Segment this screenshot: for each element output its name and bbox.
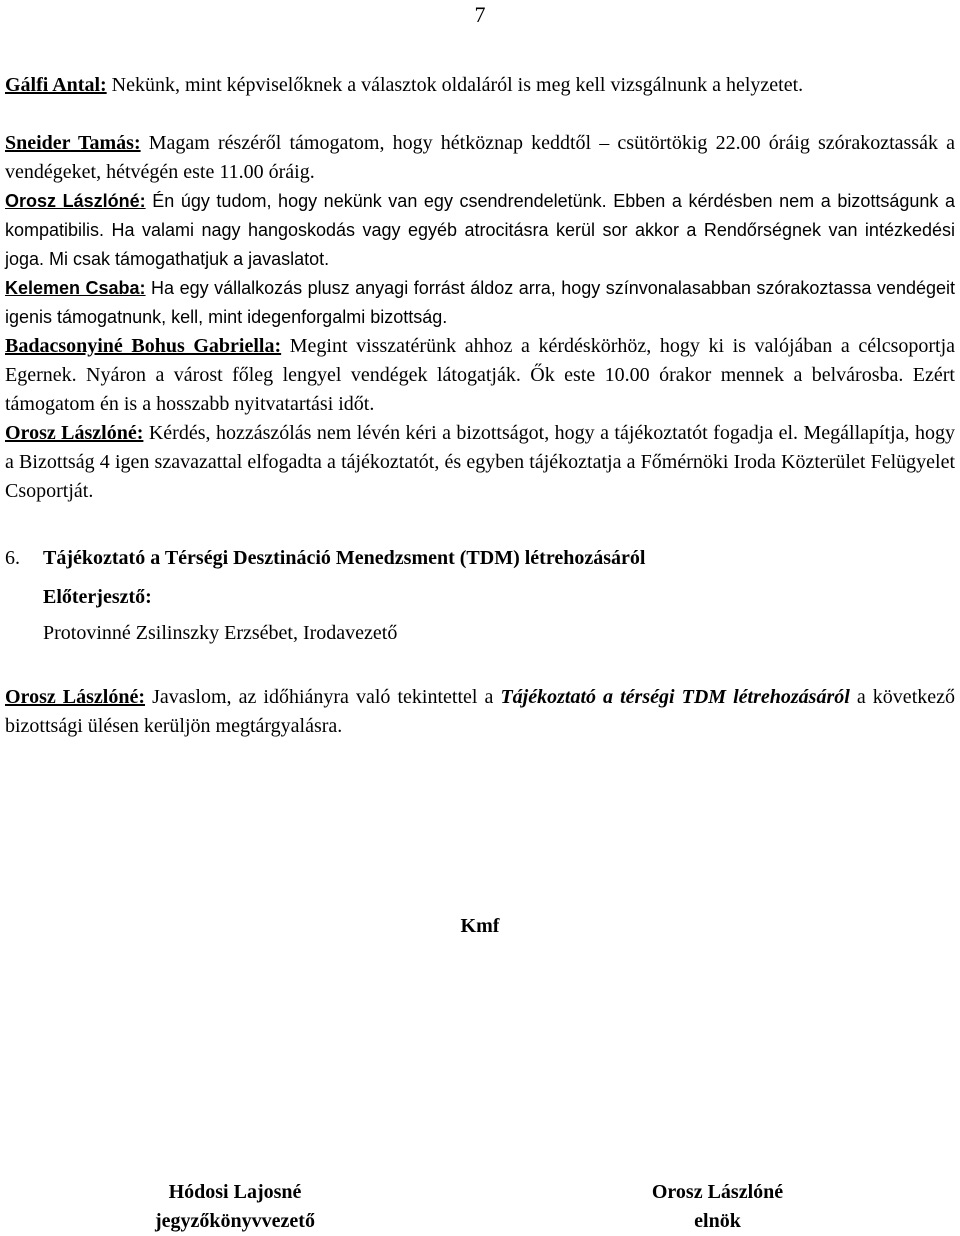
signature-right	[610, 1178, 825, 1236]
paragraph-orosz-1	[5, 187, 955, 274]
speaker-name: Orosz Lászlóné:	[5, 191, 146, 211]
emphasis-title: Tájékoztató a térségi TDM létrehozásáról	[500, 686, 850, 708]
paragraph-text: Magam részéről támogatom, hogy hétköznap keddtől – csütörtökig 22.00 óráig szórakoztassák a vendégeket, hétvégén este 11.00 óráig.	[5, 132, 955, 183]
signature-role: jegyzőkönyvvezető	[155, 1210, 315, 1232]
agenda-title: Tájékoztató a Térségi Desztináció Menedzsment (TDM) létrehozásáról	[43, 547, 646, 569]
paragraph-sneider	[5, 129, 955, 187]
speaker-name: Kelemen Csaba:	[5, 278, 146, 298]
speaker-name: Sneider Tamás:	[5, 132, 141, 154]
paragraph-text: Javaslom, az időhiányra való tekintettel a	[145, 686, 501, 708]
presenter-name: Protovinné Zsilinszky Erzsébet, Irodavezető	[43, 622, 398, 644]
speaker-name: Orosz Lászlóné:	[5, 422, 144, 444]
paragraph-orosz-2	[5, 419, 955, 506]
page-number: 7	[474, 2, 486, 27]
signature-role: elnök	[694, 1210, 741, 1232]
presenter-label: Előterjesztő:	[43, 586, 152, 608]
speaker-name: Badacsonyiné Bohus Gabriella:	[5, 335, 282, 357]
agenda-number: 6.	[5, 547, 20, 569]
paragraph-galfi	[5, 71, 955, 100]
paragraph-text: Én úgy tudom, hogy nekünk van egy csendrendeletünk. Ebben a kérdésben nem a bizottságunk a kompatibilis. Ha valami nagy hangoskodás vagy egyéb atrocitásra kerül sor akkor a Rendőrségnek van intézkedési joga. Mi csak támogathatjuk a javaslatot.	[5, 191, 955, 269]
paragraph-text: Nekünk, mint képviselőknek a választok oldaláról is meg kell vizsgálnunk a helyzetet.	[106, 74, 804, 96]
paragraph-kelemen	[5, 274, 955, 332]
closing-kmf: Kmf	[460, 915, 500, 937]
paragraph-badacsonyine	[5, 332, 955, 419]
paragraph-text: Kérdés, hozzászólás nem lévén kéri a bizottságot, hogy a tájékoztatót fogadja el. Megállapítja, hogy a Bizottság 4 igen szavazattal elfogadta a tájékoztatót, és egyben tájékoztatja a Főmérnöki Iroda Közterület Felügyelet Csoportját.	[5, 422, 955, 502]
signature-name: Hódosi Lajosné	[168, 1181, 302, 1203]
speaker-name: Gálfi Antal:	[5, 74, 107, 96]
paragraph-text: a következő bizottsági ülésen kerüljön megtárgyalásra.	[5, 686, 955, 737]
paragraph-orosz-3	[5, 683, 955, 741]
speaker-name: Orosz Lászlóné:	[5, 686, 146, 708]
signature-left	[120, 1178, 350, 1236]
paragraph-text: Megint visszatérünk ahhoz a kérdéskörhöz, hogy ki is valójában a célcsoportja Egernek. Nyáron a várost főleg lengyel vendégek látogatják. Ők este 10.00 órakor mennek a belvárosba. Ezért támogatom én is a hosszabb nyitvatartási időt.	[5, 335, 955, 415]
paragraph-text: Ha egy vállalkozás plusz anyagi forrást áldoz arra, hogy színvonalasabban szórakoztassa vendégeit igenis támogatnunk, kell, mint idegenforgalmi bizottság.	[5, 278, 956, 327]
signature-name: Orosz Lászlóné	[651, 1181, 784, 1203]
